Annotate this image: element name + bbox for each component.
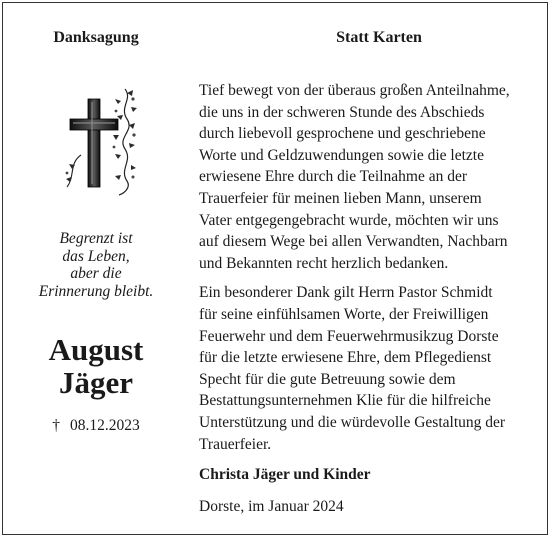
text-line: auf diesem Wege bei allen Verwandten, Nachbarn xyxy=(199,233,508,251)
text-line: Feuerwehr und dem Feuerwehrmusikzug Dorste xyxy=(199,327,499,345)
verse-line: aber die xyxy=(70,265,122,282)
text-line: für die letzte erwiesene Ehre, dem Pflegedienst xyxy=(199,349,492,367)
last-name: Jäger xyxy=(58,365,134,400)
text-line: Specht für die gute Betreuung sowie dem xyxy=(199,370,456,388)
verse xyxy=(3,230,189,300)
first-name: August xyxy=(48,332,144,367)
text-line: Tief bewegt von der überaus großen Anteilnahme, xyxy=(199,82,510,99)
text-line: und Bekannten recht herzlich bedanken. xyxy=(199,254,449,272)
thank-you-text xyxy=(199,80,544,455)
header-statt-karten: Statt Karten xyxy=(336,29,422,46)
place-date: Dorste, im Januar 2024 xyxy=(199,498,344,515)
verse-line: das Leben, xyxy=(62,247,130,265)
deceased-name xyxy=(3,333,189,399)
paragraph-thanks xyxy=(199,80,544,274)
header-danksagung: Danksagung xyxy=(53,29,139,46)
text-line: Worte und Geldzuwendungen sowie die letzte xyxy=(199,146,484,164)
text-line: erwiesene Ehre durch die Teilnahme an der xyxy=(199,168,468,186)
dagger-icon: † xyxy=(52,417,60,434)
death-date-line xyxy=(3,417,189,435)
verse-line: Begrenzt ist xyxy=(59,230,133,247)
text-line: Trauerfeier für meinen lieben Mann, unserem xyxy=(199,189,482,207)
text-line: Unterstützung und die würdevolle Gestaltung der xyxy=(199,413,506,431)
signature: Christa Jäger und Kinder xyxy=(199,466,371,483)
text-line: durch liebevoll gesprochene und geschriebene xyxy=(199,125,486,143)
text-line: Trauerfeier. xyxy=(199,435,272,453)
text-line: Bestattungsunternehmen Klie für die hilfreiche xyxy=(199,392,491,410)
death-date: 08.12.2023 xyxy=(70,417,140,434)
verse-line: Erinnerung bleibt. xyxy=(38,282,154,300)
text-line: für seine einfühlsamen Worte, der Freiwilligen xyxy=(199,305,489,323)
text-line: die uns in der schweren Stunde des Abschieds xyxy=(199,103,485,121)
obituary-card xyxy=(2,2,548,535)
cross-with-ivy-icon xyxy=(61,85,141,197)
text-line: Ein besonderer Dank gilt Herrn Pastor Schmidt xyxy=(199,284,493,302)
paragraph-special-thanks xyxy=(199,282,544,455)
text-line: Vater entgegengebracht wurde, möchten wir uns xyxy=(199,211,499,229)
